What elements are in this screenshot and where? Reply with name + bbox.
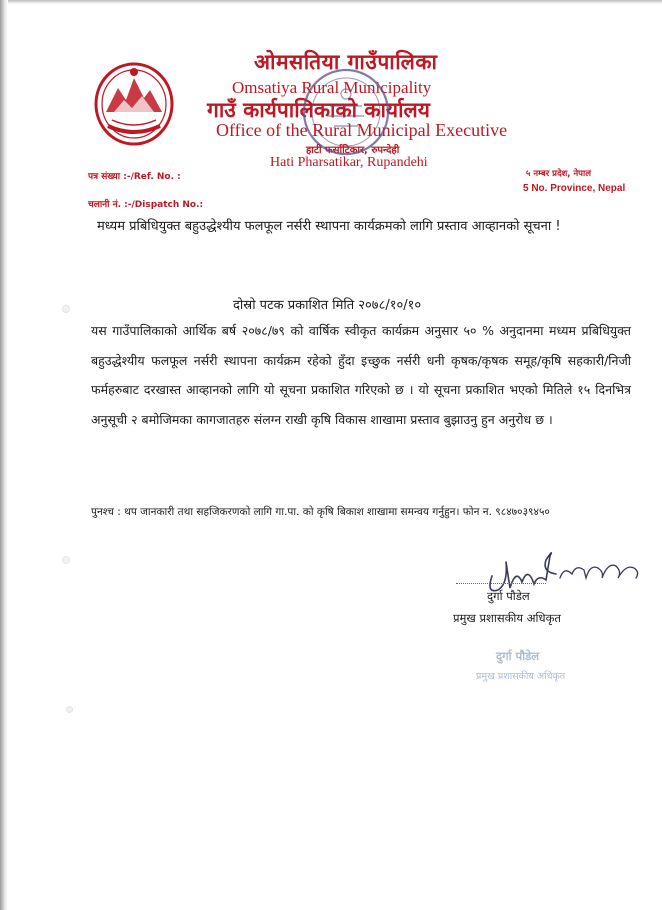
nepal-emblem-logo — [92, 60, 176, 146]
office-name-en: Office of the Rural Municipal Executive — [216, 120, 508, 140]
scan-edge-left — [0, 0, 8, 910]
scan-mark — [62, 305, 70, 313]
scan-mark — [62, 556, 70, 564]
designation-seal: प्रमुख प्रशासकीय अधिकृत — [476, 671, 566, 682]
name-seal: दुर्गा पौडेल — [496, 649, 540, 663]
office-place-en: Hati Pharsatikar, Rupandehi — [270, 155, 428, 170]
scan-mark — [66, 706, 73, 713]
notice-subject: मध्यम प्रबिधियुक्त बहुउद्धेश्यीय फलफूल नर्सरी स्थापना कार्यक्रमको लागि प्रस्ताव आव्हानको सूचना ! — [97, 219, 561, 234]
scan-edge-top — [0, 0, 662, 4]
signatory-designation: प्रमुख प्रशासकीय अधिकृत — [453, 611, 561, 625]
signatory-name: दुर्गा पौडेल — [487, 589, 530, 603]
municipality-name-en: Omsatiya Rural Municipality — [232, 78, 432, 97]
publication-date: दोस्रो पटक प्रकाशित मिति २०७८/१०/१० — [233, 298, 422, 313]
signature-line — [456, 583, 546, 584]
office-name-np: गाउँ कार्यपालिकाको कार्यालय — [207, 98, 430, 122]
office-stamp — [300, 66, 392, 158]
ref-number-label: पत्र संख्या :-/Ref. No. : — [88, 172, 181, 182]
province-np: ५ नम्बर प्रदेश, नेपाल — [526, 169, 591, 179]
dispatch-number-label: चलानी नं. :-/Dispatch No.: — [88, 200, 204, 210]
office-place-np: हाटी फर्साटिकार, रुपन्देही — [306, 145, 400, 156]
notice-body: यस गाउँपालिकाको आर्थिक बर्ष २०७८/७९ को वार्षिक स्वीकृत कार्यक्रम अनुसार ५० % अनुदानमा मध्यम प्रबिधियुक्त बहुउद्धेश्यीय फलफूल नर्सरी स्थापना कार्यक्रम रहेको हुँदा इच्छुक नर्सरी धनी कृषक/कृषक समूह/कृषि सहकारी/निजी फर्महरुबाट दरखास्त आव्हानको लागि यो सूचना प्रकाशित गरिएको छ । यो सूचना प्रकाशित भएको मितिले १५ दिनभित्र अनुसूची २ बमोजिमका कागजातहरु संलग्न राखी कृषि विकास शाखामा प्रस्ताव बुझाउनु हुन अनुरोध छ । — [91, 323, 631, 427]
province-en: 5 No. Province, Nepal — [523, 183, 626, 194]
municipality-name-np: ओमसतिया गाउँपालिका — [254, 50, 438, 74]
notice-postscript: पुनश्च : थप जानकारी तथा सहजिकरणको लागि गा.पा. को कृषि बिकाश शाखामा समन्वय गर्नुहुन। फोन न. ९८४७०३९४५० — [91, 506, 550, 518]
